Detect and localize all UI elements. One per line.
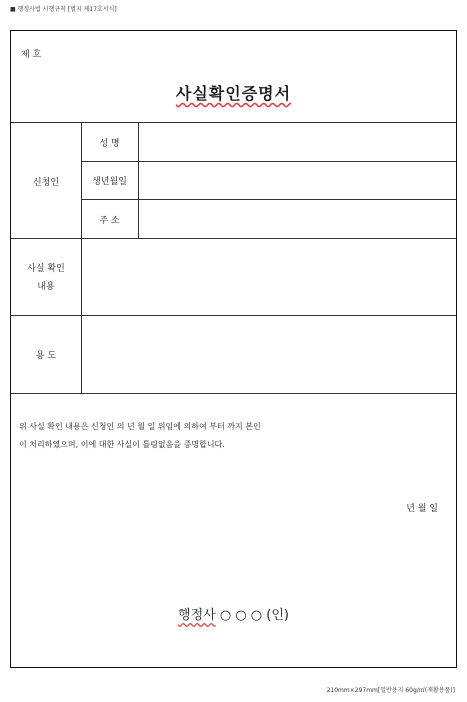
applicant-label: 신청인 bbox=[32, 178, 60, 188]
birthdate-field-value[interactable] bbox=[139, 161, 456, 199]
purpose-section bbox=[11, 316, 456, 394]
fact-content-section bbox=[11, 239, 456, 316]
address-field-value[interactable] bbox=[139, 199, 456, 239]
fact-content-label-line1: 사실 확인 bbox=[27, 264, 65, 274]
name-field-label: 성 명 bbox=[99, 139, 120, 149]
purpose-value[interactable] bbox=[82, 316, 456, 393]
applicant-section bbox=[11, 123, 456, 239]
statement-line-1: 위 사실 확인 내용은 신청인 의 년 월 일 위임에 의하여 부터 까지 본인 bbox=[19, 422, 261, 431]
seal-mark: (인) bbox=[266, 608, 289, 623]
purpose-label: 용 도 bbox=[35, 351, 57, 361]
issue-date-line: 년 월 일 bbox=[406, 504, 438, 514]
statement-line-2: 이 처리하였으며, 이에 대한 사실이 틀림없음을 증명합니다. bbox=[19, 440, 225, 449]
form-reference-caption: ■ 행정사법 시행규칙 [별지 제17호서식] bbox=[10, 6, 117, 13]
address-field-label: 주 소 bbox=[99, 216, 120, 226]
signature-title: 행정사 bbox=[178, 608, 216, 623]
fact-content-label-line2: 내용 bbox=[37, 282, 55, 292]
signature-name-placeholder: ○ ○ ○ bbox=[219, 608, 263, 623]
document-number-label: 제 호 bbox=[21, 50, 42, 60]
signature-block bbox=[11, 604, 456, 623]
birthdate-field-label: 생년월일 bbox=[92, 177, 127, 187]
fact-content-value[interactable] bbox=[82, 239, 456, 315]
title-section bbox=[11, 31, 456, 123]
name-field-value[interactable] bbox=[139, 123, 456, 161]
certificate-form bbox=[10, 30, 457, 668]
document-title: 사실확인증명서 bbox=[175, 84, 292, 103]
paper-size-caption: 210mm×297mm[일반용지 60g/㎡(재활용품)] bbox=[326, 687, 455, 694]
